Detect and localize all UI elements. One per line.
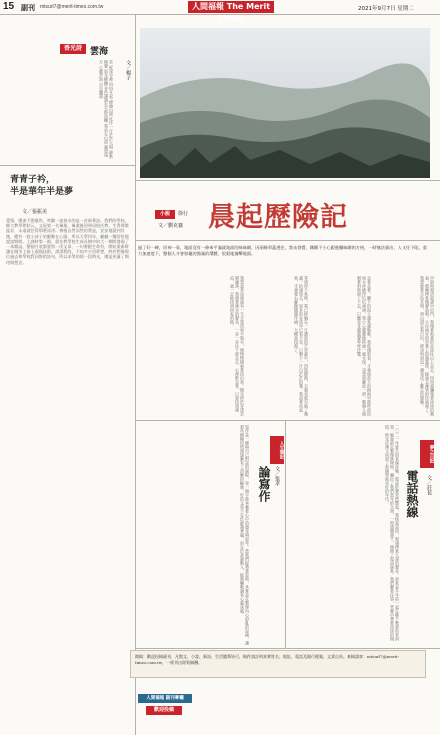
right-title: 電話熱線 bbox=[405, 470, 419, 518]
middle-title: 論寫作 bbox=[257, 466, 271, 502]
column-logo: 人間福報 副刊專欄 bbox=[138, 694, 192, 703]
poem-title: 雲海 bbox=[90, 47, 109, 57]
middle-author: 文／張孝 bbox=[274, 466, 280, 486]
middle-tag: 人生筆記 bbox=[270, 436, 284, 464]
right-text: 二〇二一年夏天的某個夜晚，電話鈴聲突然響起，我接起話筒，那頭傳來久違的聲音。原來是多年前一起在鄉下教書的老同事，她說最近整理舊物時，翻出了我們當年的合照，一時感慨萬千，便撥了電話過來。我們聊著往事，笑聲中帶著淡淡的惆悵，時光彷彿又回到了那個單純美好的年代。 bbox=[385, 425, 400, 641]
story-col4: 我想起背包裡還有一支手電筒和半瓶水，便慢慢摸索著找出來。陽光終於穿透雲層灑落，我循著溪水的聲音，一步一步往下游走去，心裡默念著，只要找到溪流，就一定能找到回家的路。 bbox=[230, 276, 245, 416]
essay-title bbox=[10, 174, 73, 198]
masthead-logo: 人間福報 The Merit Times bbox=[188, 1, 274, 13]
story-col2: 走著走著，腳下的泥土越來越鬆軟，我低頭察看，才發現前方的路面早被昨夜的雨水沖刷得坑坑洞洞。我小心翼翼地跨過一處水窪，沒想到腳底一滑，整個人便朝著斜坡滾了下去，只聽見耳邊風聲呼呼作響。 bbox=[357, 276, 372, 416]
story-col1: 早晨時刻清晨趕早出門，我循著熟悉的步道往山上走去，四周還瀰漫著淡淡的霧氣，偶爾傳來幾聲鳥鳴。小徑兩旁的草葉上掛滿露珠，踩過去褲管很快就溼了。我想趁著天色未明，到山頂去看日出，卻沒料到這一趟竟成了難忘的歷險。 bbox=[420, 276, 435, 416]
submission-notice: 徵稿：歡迎投稿副刊，凡散文、小說、新詩、生活隨筆皆可，稿件請註明真實姓名、地址、電話及銀行帳號，文責自負。來稿請寄：mtsurl7@merit-times.com.tw，一經刊出即致稿酬。 bbox=[130, 650, 426, 678]
header-email: mtsurl7@merit-times.com.tw bbox=[40, 4, 104, 10]
essay-author: 文／張振美 bbox=[22, 209, 48, 215]
poem-text: 雲 從深谷裡 冉冉升起 繚繞山巒 化作一片茫茫大海 靜默無聲 晨光輕撫 金色漣漪在天際流轉 我站在山頂 凝望遠方 心隨雲海 自在飄蕩 bbox=[99, 60, 114, 159]
story-tag: 小說 bbox=[155, 210, 175, 219]
right-tag: 夢之日記 bbox=[420, 440, 434, 468]
poem-tag: 香光詩 bbox=[60, 44, 86, 54]
page-number: 15 bbox=[3, 1, 15, 12]
right-author: 文／莊苞 bbox=[426, 475, 432, 495]
story-author: 文／劉克襄 bbox=[158, 223, 184, 229]
poem-author: 文／楊子 bbox=[125, 60, 131, 80]
section-name: 副刊 bbox=[21, 4, 35, 12]
story-lead: 過了好一陣，回神一看，地面竟有一條來平滿就地面的絲絲網，因兩條翠蓋透住，我未發覺，剛剛不小心跟進纖絲網的方格，一時無法拔出，入又往下陷，重力加速度下，整個人才會如龜的強滿的環體，很狠地撞擊地面。 bbox=[138, 245, 427, 256]
story-title: 晨起歷險記 bbox=[208, 202, 348, 233]
story-col3: 等到停下來時，我已經躺在一片濃密的芒草叢中，四肢擦傷，衣服也被勾破了幾處。抬頭望去，原本的步道早已看不見，只剩下一片白茫茫的霧。我試著站起來，才發覺右腳踝隱隱作痛，大概是扭傷了。 bbox=[294, 276, 309, 416]
header-date: 2021年9月7日 星期二 bbox=[358, 6, 414, 12]
essay-title-line1: 青青子衿， bbox=[10, 175, 56, 185]
landscape-photo bbox=[140, 28, 430, 178]
submission-logo: 歡迎投稿 bbox=[146, 706, 182, 715]
story-kind: 徐行 bbox=[178, 211, 189, 217]
essay-title-line2: 半是華年半是夢 bbox=[10, 187, 74, 197]
middle-text: 寫作是一種與自己對話的過程，每一個字都承載著心中的感受與思考。當我們提筆書寫時，其實是在整理內心紛亂的思緒，讓那些模糊的情感逐漸有了清晰的輪廓。好的文章不在於辭藻華麗，而在於真誠動人，能夠觸動讀者心靈深處。 bbox=[240, 425, 250, 645]
essay-text: 愛情，總迷不開風吹，吹皺一池春水的是一首新華詩。我們的學校，師大教學和狀元，文星第一名畢業，畢業後回到母校任教，生得那麼溫存，永遠就住得那麼清淨。悔後自然而然的我是，安安地就到其後，總有一股小孩子的衝動在心頭，所以大學四年，翻翻一雙哈哈地說話期間。上課時第一節，就在教學校生成長期中的大一期間發現了一本雜誌，整個月底都要寫一次文章，一句書跟生命有，開始重新時讓在城市上接上頭與技術。漂漂我的，不知多少回夢想，終於想像那位過去和學校我同寫的詩句，所以求學的那一段時光，總是充滿了期待與想念。 bbox=[6, 218, 129, 265]
